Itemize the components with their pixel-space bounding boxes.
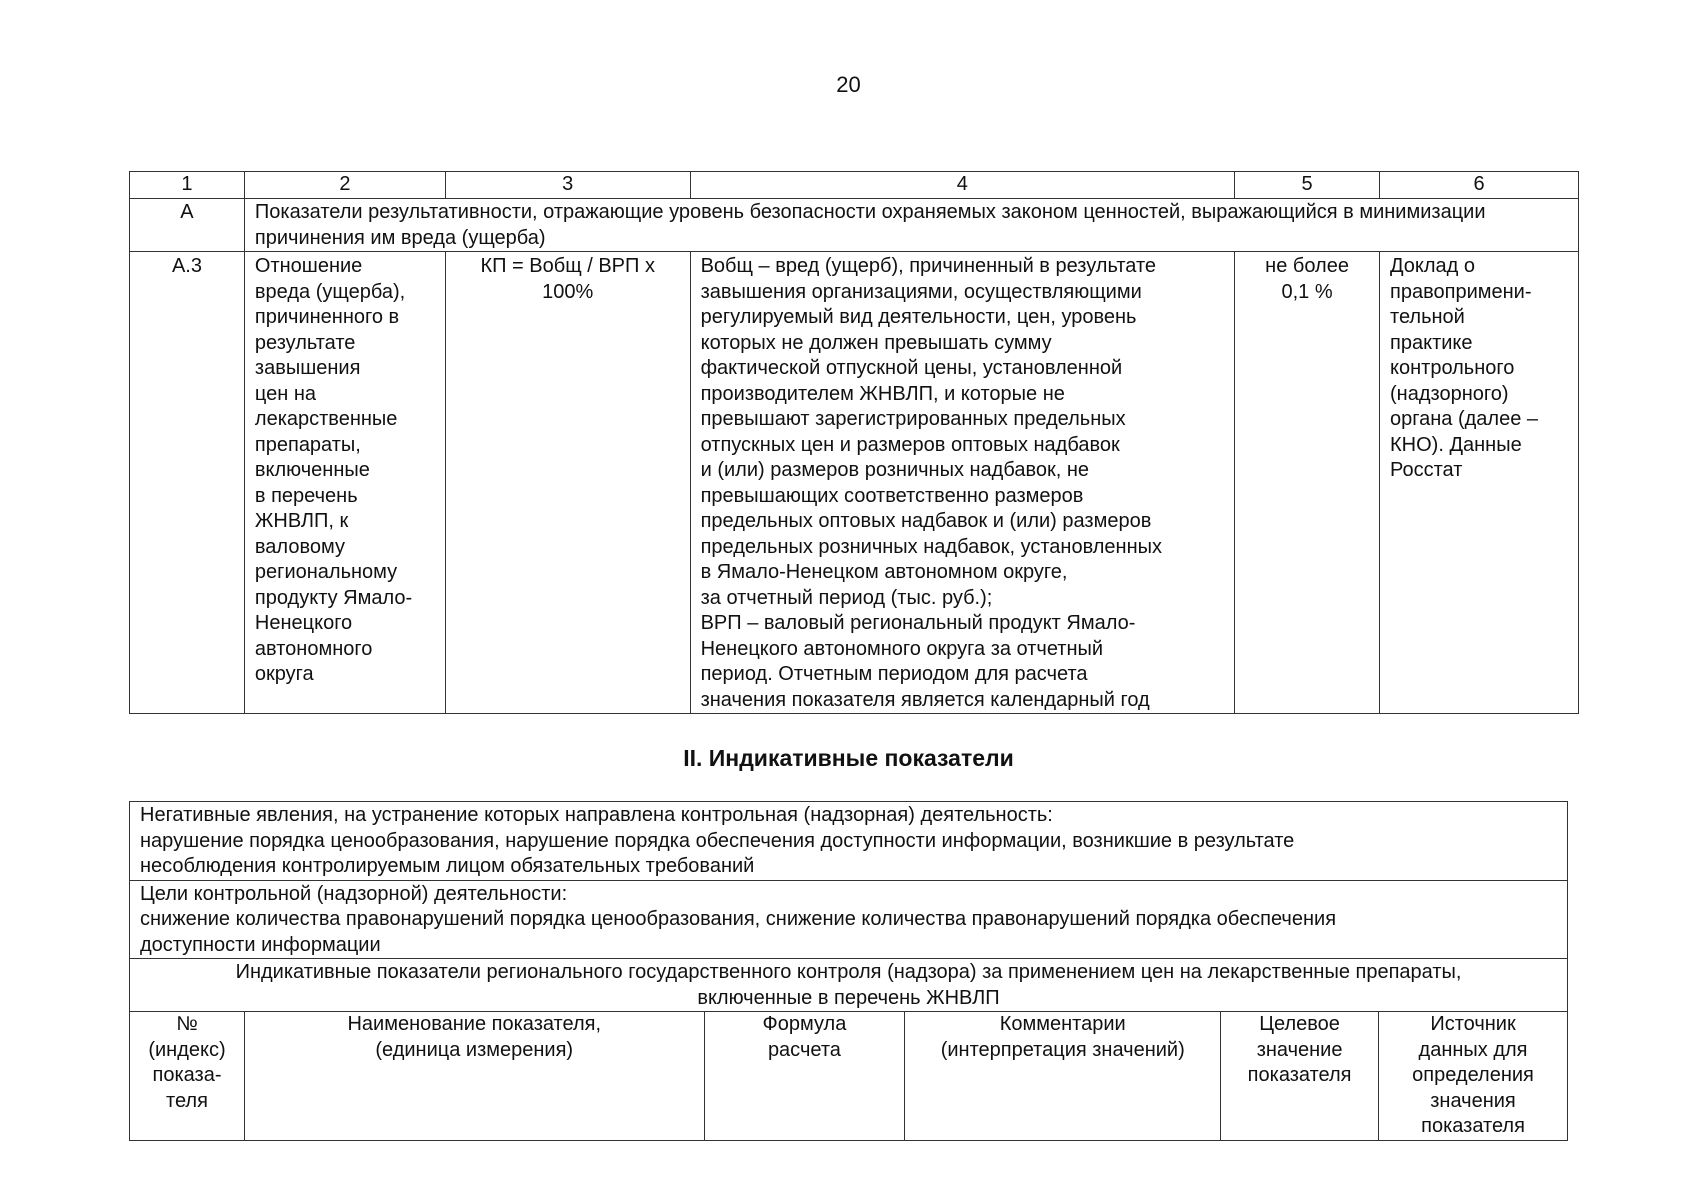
- column-target: Целевое значение показателя: [1221, 1012, 1379, 1141]
- column-name: Наименование показателя, (единица измерения): [244, 1012, 704, 1141]
- indicators-title-row: [130, 959, 1568, 1012]
- column-number-1: 1: [130, 172, 245, 199]
- negative-phenomena-text: Негативные явления, на устранение которых направлена контрольная (надзорная) деятельность: нарушение порядка ценообразования, нарушение порядка обеспечения доступности информации, возникшие в результате несоблюдения контролируемым лицом обязательных требований: [130, 802, 1568, 881]
- section-heading: II. Индикативные показатели: [683, 745, 1014, 771]
- goals-row: [130, 880, 1568, 959]
- indicative-indicators-table: [129, 801, 1568, 1141]
- section-a-code: А: [130, 199, 245, 252]
- column-source: Источник данных для определения значения показателя: [1379, 1012, 1568, 1141]
- column-number-3: 3: [445, 172, 690, 199]
- indicators-title: Индикативные показатели регионального государственного контроля (надзора) за применением цен на лекарственные препараты, включенные в перечень ЖНВЛП: [130, 959, 1568, 1012]
- table-header-row: [130, 172, 1579, 199]
- column-formula: Формула расчета: [704, 1012, 905, 1141]
- indicator-comment: Вобщ – вред (ущерб), причиненный в результате завышения организациями, осуществляющими регулируемый вид деятельности, цен, уровень которых не должен превышать сумму фактической отпускной цены, установленной производителем ЖНВЛП, и которые не превышают зарегистрированных предельных отпускных цен и размеров оптовых надбавок и (или) размеров розничных надбавок, не превышающих соответственно размеров предельных оптовых надбавок и (или) размеров предельных розничных надбавок, установленных в Ямало-Ненецком автономном округе, за отчетный период (тыс. руб.); ВРП – валовый региональный продукт Ямало- Ненецкого автономного округа за отчетный период. Отчетным периодом для расчета значения показателя является календарный год: [690, 252, 1235, 714]
- column-number-5: 5: [1235, 172, 1380, 199]
- page-number: 20: [836, 72, 861, 97]
- column-number-4: 4: [690, 172, 1235, 199]
- indicator-name: Отношение вреда (ущерба), причиненного в результате завышения цен на лекарственные препараты, включенные в перечень ЖНВЛП, к валовому региональному продукту Ямало- Ненецкого автономного округа: [244, 252, 445, 714]
- indicator-formula: КП = Вобщ / ВРП х 100%: [445, 252, 690, 714]
- column-comments: Комментарии (интерпретация значений): [905, 1012, 1221, 1141]
- indicator-data-source: Доклад о правопримени- тельной практике контрольного (надзорного) органа (далее – КНО). Данные Росстат: [1380, 252, 1579, 714]
- indicator-row-a3: [130, 252, 1579, 714]
- negative-phenomena-row: [130, 802, 1568, 881]
- column-number-6: 6: [1380, 172, 1579, 199]
- column-number-2: 2: [244, 172, 445, 199]
- column-index: № (индекс) показа- теля: [130, 1012, 245, 1141]
- indicator-target-value: не более 0,1 %: [1235, 252, 1380, 714]
- indicators-columns-row: [130, 1012, 1568, 1141]
- goals-text: Цели контрольной (надзорной) деятельности: снижение количества правонарушений порядка ценообразования, снижение количества правонарушений порядка обеспечения доступности информации: [130, 880, 1568, 959]
- results-indicators-table: [129, 171, 1579, 714]
- section-a-row: [130, 199, 1579, 252]
- section-a-text: Показатели результативности, отражающие уровень безопасности охраняемых законом ценностей, выражающийся в минимизации причинения им вреда (ущерба): [244, 199, 1578, 252]
- indicator-code: А.3: [130, 252, 245, 714]
